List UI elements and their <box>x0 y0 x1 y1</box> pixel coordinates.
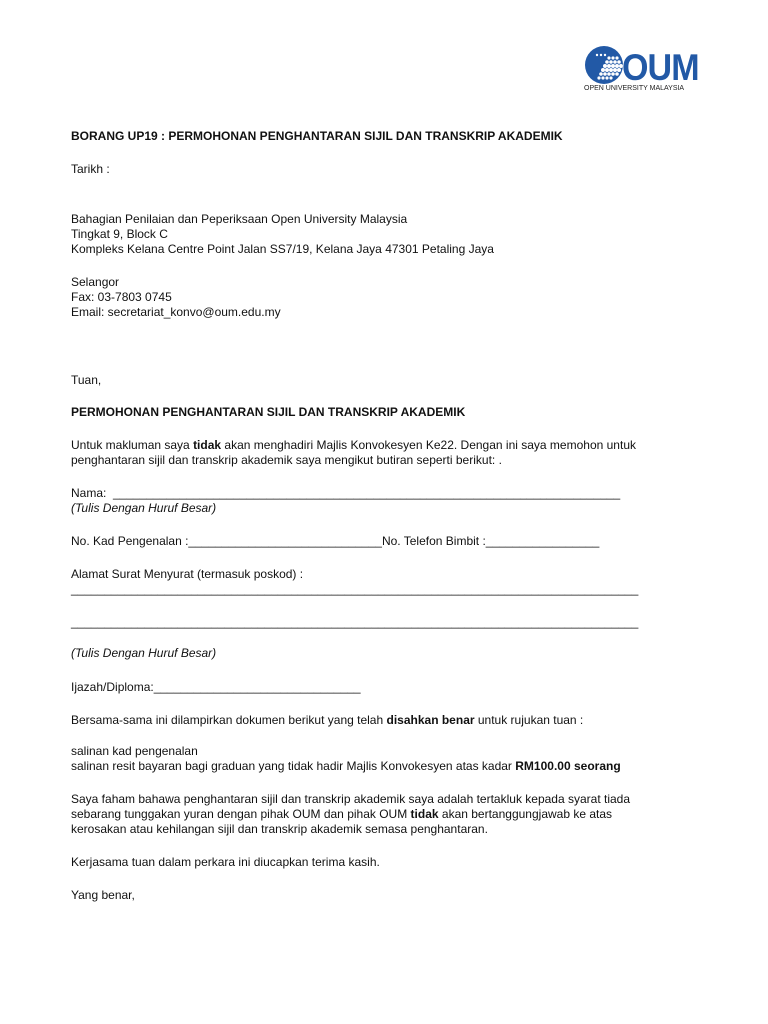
oum-logo <box>583 44 703 96</box>
tarikh-label: Tarikh : <box>71 162 110 176</box>
attachment-text-c: untuk rujukan tuan : <box>474 713 584 727</box>
salutation: Tuan, <box>71 373 102 387</box>
paragraph-1-line-2: penghantaran sijil dan transkrip akademik saya mengikut butiran seperti berikut: . <box>71 453 502 467</box>
alamat-label: Alamat Surat Menyurat (termasuk poskod) : <box>71 567 304 581</box>
attachment-intro <box>71 713 583 728</box>
terms-emphasis: tidak <box>410 807 439 821</box>
logo-wordmark: OUM <box>622 47 699 88</box>
alamat-hint: (Tulis Dengan Huruf Besar) <box>71 646 217 660</box>
address-line-2: Tingkat 9, Block C <box>71 227 168 241</box>
nama-field[interactable]: Nama: ____________________________________________________________________________ <box>71 486 621 500</box>
globe-icon <box>583 44 627 88</box>
alamat-line-1[interactable]: _____________________________________________________________________________________ <box>71 582 639 596</box>
nama-hint: (Tulis Dengan Huruf Besar) <box>71 501 217 515</box>
address-line-4: Selangor <box>71 275 120 289</box>
fax-number: Fax: 03-7803 0745 <box>71 290 172 304</box>
letter-subject: PERMOHONAN PENGHANTARAN SIJIL DAN TRANSKRIP AKADEMIK <box>71 405 466 419</box>
thanks-line: Kerjasama tuan dalam perkara ini diucapkan terima kasih. <box>71 855 380 869</box>
attachment-emphasis: disahkan benar <box>386 713 475 727</box>
attachment-item-2 <box>71 759 621 774</box>
paragraph-1-text-a: Untuk makluman saya <box>71 438 194 452</box>
paragraph-1-line-1 <box>71 438 636 453</box>
closing-line: Yang benar, <box>71 888 135 902</box>
attachment-item-1: salinan kad pengenalan <box>71 744 198 758</box>
logo-subtitle: OPEN UNIVERSITY MALAYSIA <box>584 85 685 92</box>
terms-text-a: sebarang tunggakan yuran dengan pihak OUM dan pihak OUM <box>71 807 411 821</box>
ijazah-field[interactable]: Ijazah/Diploma:_______________________________ <box>71 680 361 694</box>
attachment-fee: RM100.00 seorang <box>515 759 621 773</box>
ic-phone-fields[interactable]: No. Kad Pengenalan :_____________________________No. Telefon Bimbit :_________________ <box>71 534 600 548</box>
terms-text-c: akan bertanggungjawab ke atas <box>438 807 613 821</box>
address-line-1: Bahagian Penilaian dan Peperiksaan Open University Malaysia <box>71 212 408 226</box>
terms-line-3: kerosakan atau kehilangan sijil dan transkrip akademik semasa penghantaran. <box>71 822 488 836</box>
paragraph-1-emphasis: tidak <box>193 438 222 452</box>
alamat-line-2[interactable]: _____________________________________________________________________________________ <box>71 615 639 629</box>
address-line-3: Kompleks Kelana Centre Point Jalan SS7/19, Kelana Jaya 47301 Petaling Jaya <box>71 242 494 256</box>
terms-line-1: Saya faham bahawa penghantaran sijil dan transkrip akademik saya adalah tertakluk kepada syarat tiada <box>71 792 631 806</box>
attachment-item-2-text: salinan resit bayaran bagi graduan yang tidak hadir Majlis Konvokesyen atas kadar <box>71 759 516 773</box>
attachment-text-a: Bersama-sama ini dilampirkan dokumen berikut yang telah <box>71 713 387 727</box>
form-title: BORANG UP19 : PERMOHONAN PENGHANTARAN SIJIL DAN TRANSKRIP AKADEMIK <box>71 129 563 143</box>
paragraph-1-text-c: akan menghadiri Majlis Konvokesyen Ke22. Dengan ini saya memohon untuk <box>221 438 636 452</box>
terms-line-2 <box>71 807 612 822</box>
email-address: Email: secretariat_konvo@oum.edu.my <box>71 305 281 319</box>
